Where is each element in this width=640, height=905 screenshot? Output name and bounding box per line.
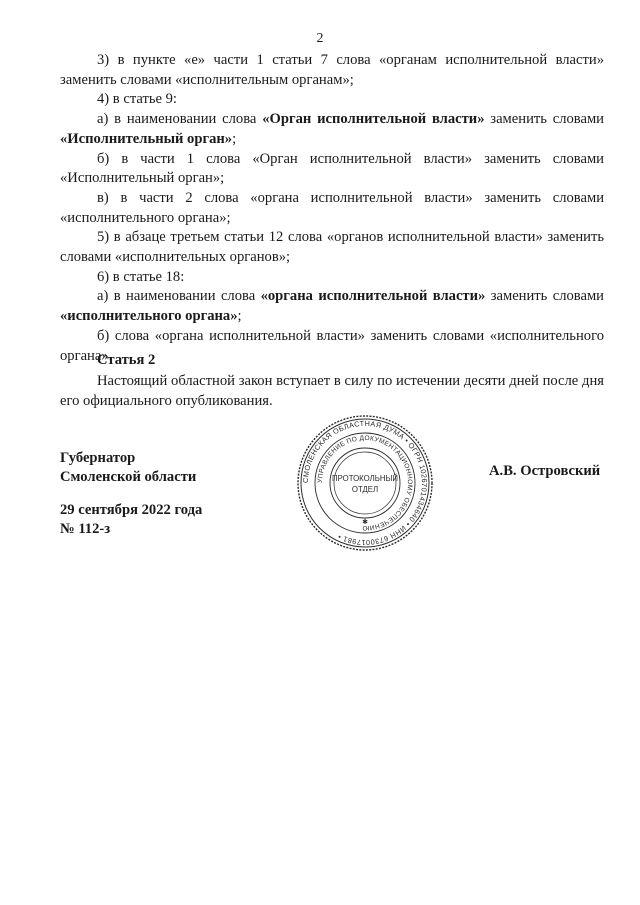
amendment-item-4a [60,110,604,149]
signatory-name: А.В. Островский [489,463,601,479]
text-fragment: а) в наименовании слова [97,288,261,305]
text-fragment: ; [232,130,237,147]
seal-center-line2: ОТДЕЛ [351,485,379,494]
text-fragment: заменить словами [485,288,604,305]
signatory-title [60,449,196,487]
law-date-number [60,501,202,539]
amendments-list [60,51,604,366]
law-number: № 112-з [60,521,111,537]
bold-fragment: «органа исполнительной власти» [260,288,486,305]
seal-center-line1: ПРОТОКОЛЬНЫЙ [332,474,398,483]
amendment-item-6a [60,287,604,326]
official-seal-stamp [296,414,434,552]
amendment-item-4: 4) в статье 9: [97,91,177,108]
amendment-item-3: 3) в пункте «е» части 1 статьи 7 слова «органам исполнительной власти» заменить словами «исполнительным органам»; [60,52,604,88]
text-fragment: а) в наименовании слова [97,111,263,128]
law-date: 29 сентября 2022 года [60,502,203,518]
bold-fragment: «исполнительного органа» [60,308,238,325]
bold-fragment: «Исполнительный орган» [60,130,233,147]
seal-star-icon: ✱ [362,518,368,526]
text-fragment: ; [237,308,242,325]
amendment-item-4b: б) в части 1 слова «Орган исполнительной власти» заменить словами «Исполнительный орган»; [60,150,604,187]
amendment-item-4c: в) в части 2 слова «органа исполнительной власти» заменить словами «исполнительного органа»; [60,189,604,226]
article-2-text: Настоящий областной закон вступает в силу по истечении десяти дней после дня его официального опубликования. [60,373,604,409]
signatory-title-line1: Губернатор [60,450,136,466]
amendment-item-6b: б) слова «органа исполнительной власти» заменить словами «исполнительного органа». [60,327,604,364]
article-2-heading: Статья 2 [97,352,156,368]
amendment-item-5: 5) в абзаце третьем статьи 12 слова «органов исполнительной власти» заменить словами «исполнительных органов»; [60,229,604,266]
text-fragment: заменить словами [484,111,604,128]
seal-outer-textpath: СМОЛЕНСКАЯ ОБЛАСТНАЯ ДУМА • ОГРН 1026701434640 • ИНН 6730017981 • [300,418,430,548]
seal-inner-textpath: УПРАВЛЕНИЕ ПО ДОКУМЕНТАЦИОННОМУ ОБЕСПЕЧЕНИЮ [316,434,414,532]
signatory-title-line2: Смоленской области [60,469,197,485]
amendment-item-6: 6) в статье 18: [97,268,185,285]
page-number: 2 [316,31,324,46]
bold-fragment: «Орган исполнительной власти» [262,111,485,128]
